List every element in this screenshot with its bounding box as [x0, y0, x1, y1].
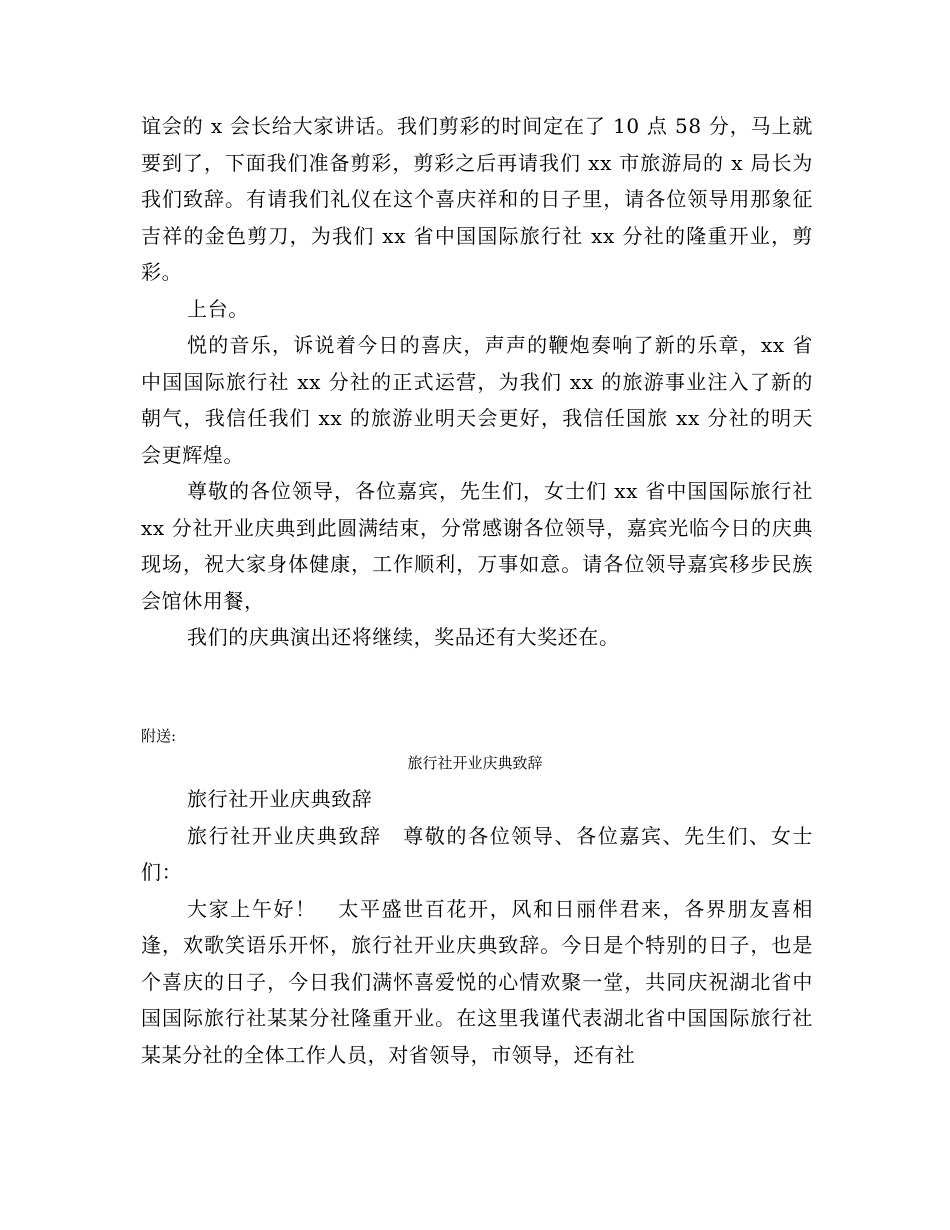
paragraph-stage: 上台。 — [187, 296, 249, 321]
paragraph-closing: 尊敬的各位领导，各位嘉宾，先生们，女士们 xx 省中国国际旅行社 xx 分社开业庆典到此圆满结束，分常感谢各位领导，嘉宾光临今日的庆典现场，祝大家身体健康，工作顺利，万事如意。请各位领导嘉宾移步民族会馆休用餐， — [141, 479, 813, 613]
paragraph-speech-heading: 旅行社开业庆典致辞 — [187, 787, 373, 811]
body-text-section-2 — [141, 781, 813, 1073]
paragraph-music: 悦的音乐，诉说着今日的喜庆，声声的鞭炮奏响了新的乐章，xx 省中国国际旅行社 xx 分社的正式运营，为我们 xx 的旅游事业注入了新的朝气，我信任我们 xx 的旅游业明天会更好，我信任国旅 xx 分社的明天会更辉煌。 — [141, 333, 813, 467]
paragraph-greeting: 旅行社开业庆典致辞 尊敬的各位领导、各位嘉宾、先生们、女士们： — [141, 823, 813, 884]
body-text-section-1 — [141, 108, 813, 656]
appendix-title: 旅行社开业庆典致辞 — [407, 754, 543, 772]
paragraph-performance: 我们的庆典演出还将继续，奖品还有大奖还在。 — [187, 625, 620, 649]
appendix-label: 附送: — [141, 727, 177, 745]
paragraph-speech-body: 大家上午好！ 太平盛世百花开，风和日丽伴君来，各界朋友喜相逢，欢歌笑语乐开怀，旅行社开业庆典致辞。今日是个特别的日子，也是个喜庆的日子，今日我们满怀喜爱悦的心情欢聚一堂，共同庆祝湖北省中国国际旅行社某某分社隆重开业。在这里我谨代表湖北省中国国际旅行社某某分社的全体工作人员，对省领导，市领导，还有社 — [141, 896, 813, 1067]
paragraph-continued: 谊会的 x 会长给大家讲话。我们剪彩的时间定在了 10 点 58 分，马上就要到了，下面我们准备剪彩，剪彩之后再请我们 xx 市旅游局的 x 局长为我们致辞。有请我们礼仪在这个喜庆祥和的日子里，请各位领导用那象征吉祥的金色剪刀，为我们 xx 省中国国际旅行社 xx 分社的隆重开业，剪彩。 — [141, 114, 813, 284]
